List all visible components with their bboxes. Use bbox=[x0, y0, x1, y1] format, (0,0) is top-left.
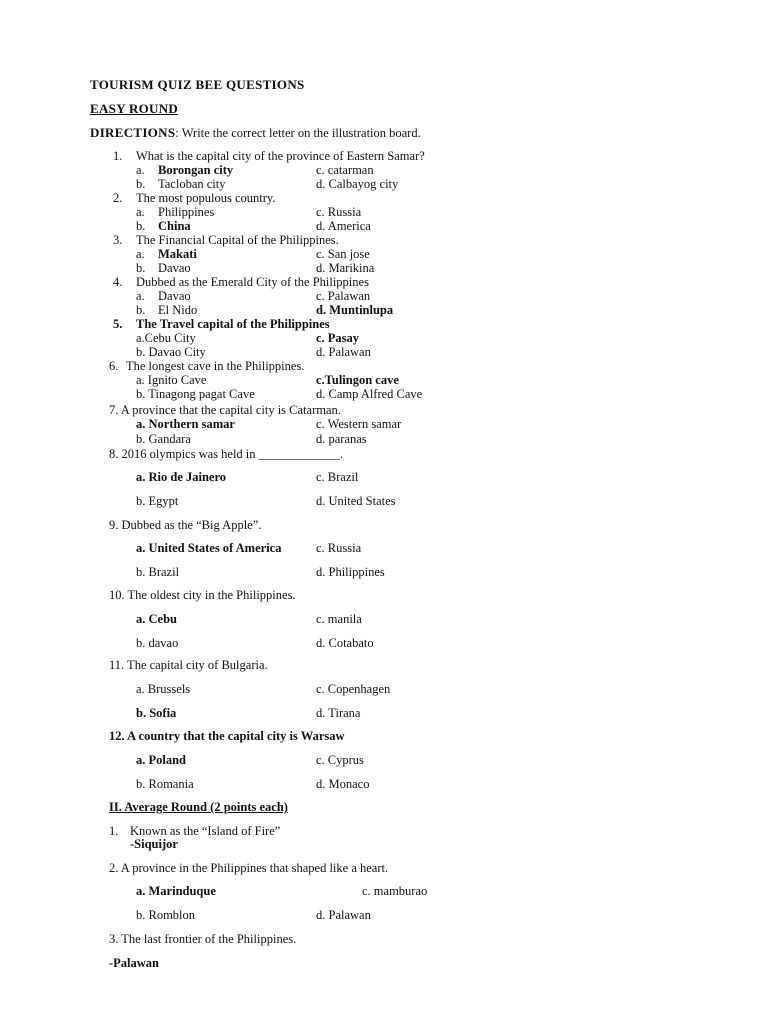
option-letter: b. bbox=[136, 177, 146, 191]
option-answer: a. Marinduque bbox=[136, 884, 216, 898]
option: d. Marikina bbox=[316, 261, 375, 275]
question-text: 10. The oldest city in the Philippines. bbox=[109, 588, 296, 602]
option-answer: Borongan city bbox=[158, 163, 234, 177]
option-answer: a. Cebu bbox=[136, 612, 177, 626]
option-letter: a. bbox=[136, 163, 145, 177]
question-number: 1. bbox=[113, 149, 123, 163]
option-answer: c. Pasay bbox=[316, 331, 360, 345]
question-number: 2. bbox=[113, 191, 123, 205]
question-number: 6. bbox=[109, 359, 119, 373]
document-title: TOURISM QUIZ BEE QUESTIONS bbox=[90, 77, 305, 92]
question-text: 8. 2016 olympics was held in _____________. bbox=[109, 447, 344, 461]
option: c. Copenhagen bbox=[316, 682, 391, 696]
option-answer: b. Sofia bbox=[136, 706, 177, 720]
option: b. Tinagong pagat Cave bbox=[136, 387, 255, 401]
option: c. Russia bbox=[316, 541, 362, 555]
question-text: 12. A country that the capital city is Warsaw bbox=[109, 729, 345, 743]
option: Tacloban city bbox=[158, 177, 226, 191]
question-text: Known as the “Island of Fire” bbox=[130, 824, 281, 838]
directions-label: DIRECTIONS bbox=[90, 125, 176, 140]
question-text: The Travel capital of the Philippines bbox=[136, 317, 330, 331]
option: c. Palawan bbox=[316, 289, 371, 303]
option: c. Brazil bbox=[316, 470, 359, 484]
option: d. Calbayog city bbox=[316, 177, 399, 191]
option: d. United States bbox=[316, 494, 396, 508]
round-heading: EASY ROUND bbox=[90, 101, 179, 116]
option: d. paranas bbox=[316, 432, 367, 446]
directions bbox=[90, 126, 421, 140]
option: c. mamburao bbox=[362, 884, 428, 898]
option: d. Palawan bbox=[316, 345, 371, 359]
question-text: 7. A province that the capital city is Catarman. bbox=[109, 403, 341, 417]
option: a. Brussels bbox=[136, 682, 191, 696]
option: c. Cyprus bbox=[316, 753, 364, 767]
option: d. Palawan bbox=[316, 908, 371, 922]
option: c. Russia bbox=[316, 205, 362, 219]
question-text: 2. A province in the Philippines that shaped like a heart. bbox=[109, 861, 389, 875]
option-answer: c.Tulingon cave bbox=[316, 373, 399, 387]
question-text: 9. Dubbed as the “Big Apple”. bbox=[109, 518, 262, 532]
option: Davao bbox=[158, 261, 191, 275]
option-letter: a. bbox=[136, 205, 145, 219]
answer: -Palawan bbox=[109, 956, 159, 970]
question-text: 11. The capital city of Bulgaria. bbox=[109, 658, 268, 672]
option-letter: a. bbox=[136, 247, 145, 261]
option: a. Ignito Cave bbox=[136, 373, 207, 387]
option-answer: a. United States of America bbox=[136, 541, 282, 555]
question-number: 5. bbox=[113, 317, 123, 331]
option: Davao bbox=[158, 289, 191, 303]
option: b. Davao City bbox=[136, 345, 206, 359]
option: d. Camp Alfred Cave bbox=[316, 387, 423, 401]
option: c. San jose bbox=[316, 247, 370, 261]
option-letter: b. bbox=[136, 261, 146, 275]
option-letter: a. bbox=[136, 289, 145, 303]
option: b. davao bbox=[136, 636, 179, 650]
directions-text: : Write the correct letter on the illustration board. bbox=[175, 126, 421, 140]
option: a.Cebu City bbox=[136, 331, 196, 345]
option-letter: b. bbox=[136, 219, 146, 233]
option-answer: a. Rio de Jainero bbox=[136, 470, 227, 484]
question-number: 3. bbox=[113, 233, 123, 247]
option-answer: d. Muntinlupa bbox=[316, 303, 394, 317]
option: b. Egypt bbox=[136, 494, 179, 508]
option-letter: b. bbox=[136, 303, 146, 317]
option: c. Western samar bbox=[316, 417, 402, 431]
option: El Nido bbox=[158, 303, 198, 317]
option: b. Romblon bbox=[136, 908, 196, 922]
answer: -Siquijor bbox=[130, 837, 178, 851]
option: d. Philippines bbox=[316, 565, 385, 579]
question-text: The longest cave in the Philippines. bbox=[126, 359, 305, 373]
question-text: Dubbed as the Emerald City of the Philippines bbox=[136, 275, 369, 289]
average-round-heading: II. Average Round (2 points each) bbox=[109, 800, 288, 814]
option-answer: a. Poland bbox=[136, 753, 187, 767]
question-text: The Financial Capital of the Philippines. bbox=[136, 233, 339, 247]
option-answer: Makati bbox=[158, 247, 197, 261]
option: d. Cotabato bbox=[316, 636, 374, 650]
option: b. Brazil bbox=[136, 565, 180, 579]
question-text: The most populous country. bbox=[136, 191, 276, 205]
option: b. Gandara bbox=[136, 432, 191, 446]
question-text: 3. The last frontier of the Philippines. bbox=[109, 932, 297, 946]
option-answer: a. Northern samar bbox=[136, 417, 235, 431]
option: d. America bbox=[316, 219, 371, 233]
question-number: 1. bbox=[109, 824, 119, 838]
question-number: 4. bbox=[113, 275, 123, 289]
option-answer: China bbox=[158, 219, 191, 233]
option: c. catarman bbox=[316, 163, 374, 177]
option: d. Monaco bbox=[316, 777, 370, 791]
option: Philippines bbox=[158, 205, 215, 219]
option: d. Tirana bbox=[316, 706, 361, 720]
question-text: What is the capital city of the province of Eastern Samar? bbox=[136, 149, 425, 163]
option: b. Romania bbox=[136, 777, 194, 791]
option: c. manila bbox=[316, 612, 362, 626]
